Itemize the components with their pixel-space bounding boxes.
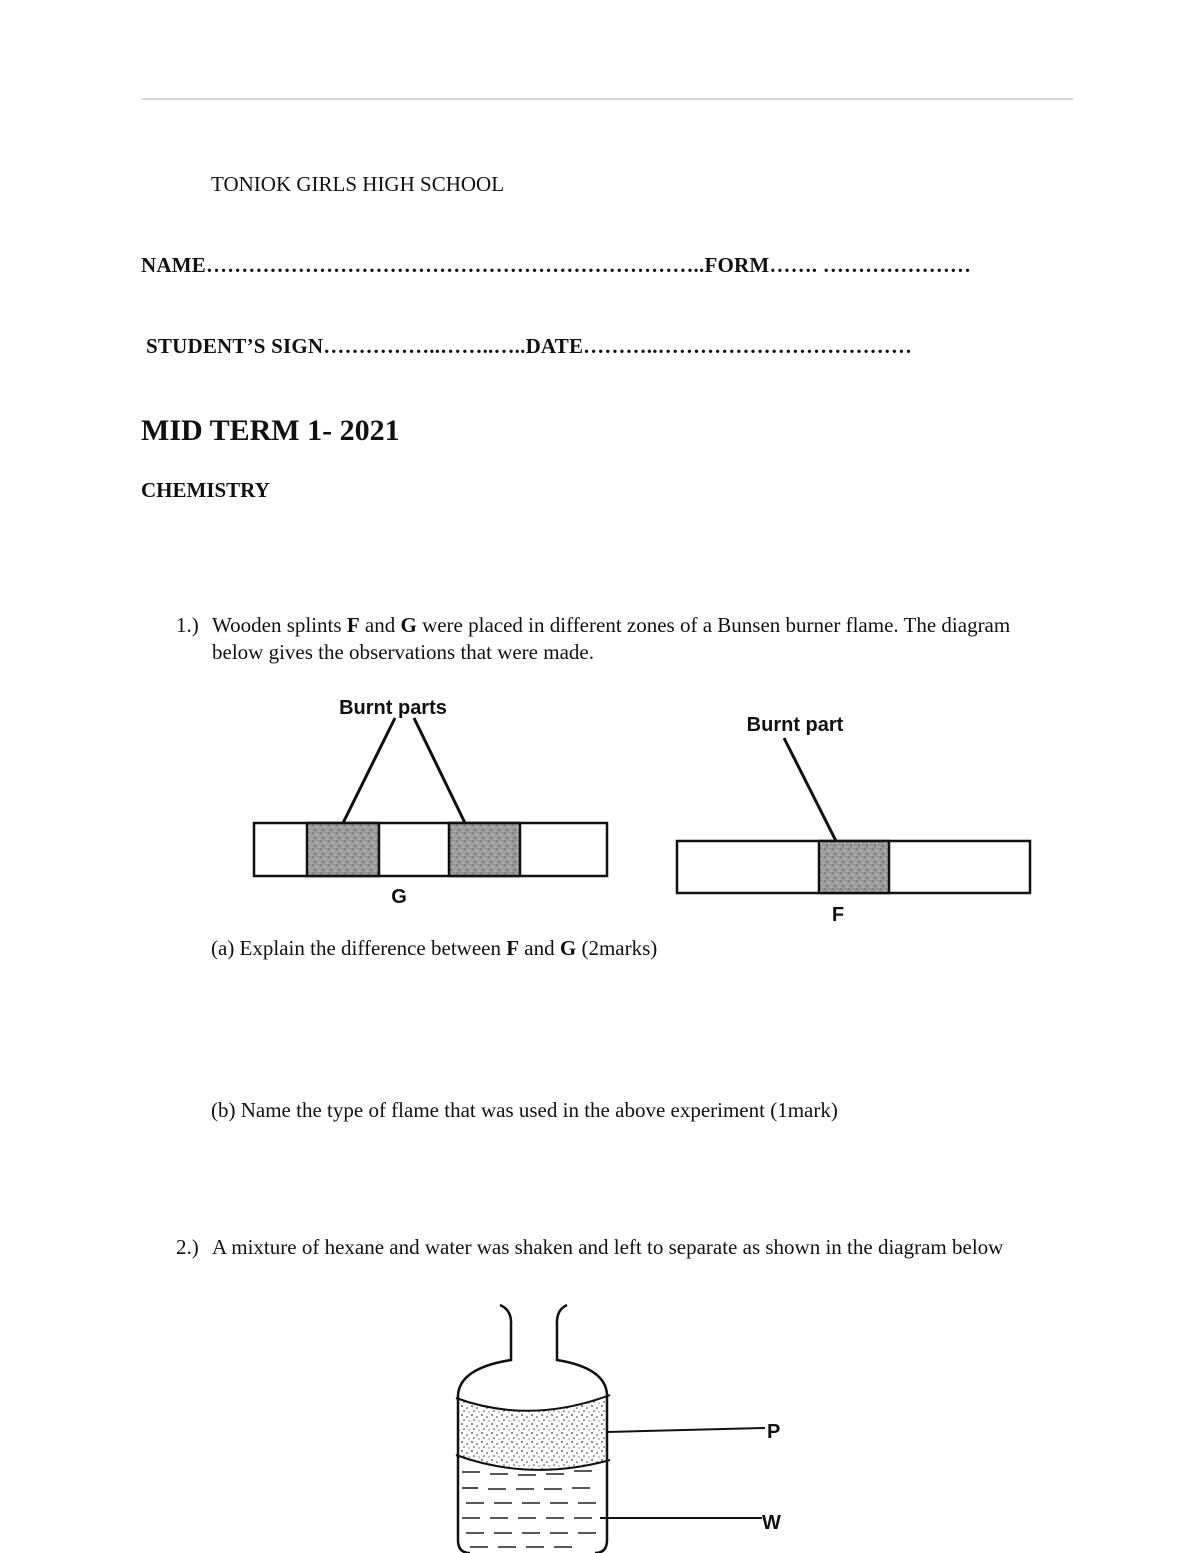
flask-figure xyxy=(456,1305,781,1553)
pointer-line xyxy=(343,718,395,823)
water-layer xyxy=(462,1471,596,1547)
pointer-line xyxy=(414,718,465,823)
splint-g-burnt-right xyxy=(449,823,520,876)
question-2-text: A mixture of hexane and water was shaken and left to separate as shown in the diagram below xyxy=(212,1235,1004,1259)
name-form-field: NAME……………………………………………………………..FORM……. ………………… xyxy=(141,253,972,277)
question-1-number: 1.) xyxy=(176,613,199,637)
exam-title: MID TERM 1- 2021 xyxy=(141,414,400,447)
splint-f-burnt-middle xyxy=(819,841,889,893)
label-g: G xyxy=(391,886,407,908)
sign-date-field: STUDENT’S SIGN……………..……..…..DATE………..……………………………… xyxy=(146,334,913,358)
school-name: TONIOK GIRLS HIGH SCHOOL xyxy=(211,172,505,196)
label-p: P xyxy=(767,1421,781,1443)
question-1-text: Wooden splints F and G were placed in different zones of a Bunsen burner flame. The diagram below gives the observations that were made. xyxy=(212,613,1011,664)
splint-g-burnt-left xyxy=(307,823,379,876)
label-w: W xyxy=(762,1512,781,1534)
label-burnt-part: Burnt part xyxy=(746,714,844,736)
pointer-line xyxy=(784,738,836,841)
question-1b: (b) Name the type of flame that was used in the above experiment (1mark) xyxy=(211,1098,838,1122)
hexane-layer xyxy=(456,1395,610,1470)
question-2-number: 2.) xyxy=(176,1235,199,1259)
label-f: F xyxy=(831,904,845,926)
splint-g-figure xyxy=(254,697,607,908)
exam-subject: CHEMISTRY xyxy=(141,478,270,502)
label-burnt-parts: Burnt parts xyxy=(339,697,447,719)
splint-f-figure xyxy=(677,714,1030,926)
pointer-line xyxy=(607,1428,765,1432)
question-1a: (a) Explain the difference between F and G (2marks) xyxy=(211,936,658,960)
